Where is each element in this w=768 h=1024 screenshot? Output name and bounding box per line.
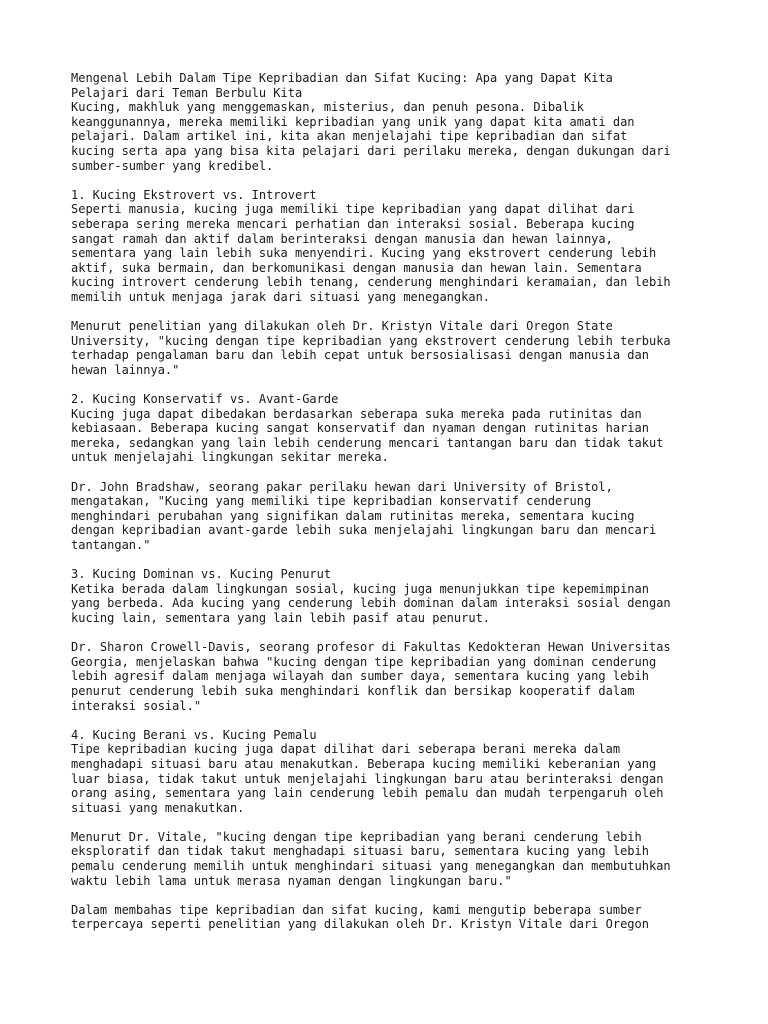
text-line: 4. Kucing Berani vs. Kucing Pemalu	[71, 727, 317, 742]
text-line: kebiasaan. Beberapa kucing sangat konservatif dan nyaman dengan rutinitas harian	[71, 421, 649, 436]
text-line: Georgia, menjelaskan bahwa "kucing dengan tipe kepribadian yang dominan cenderung	[71, 654, 657, 669]
text-line: yang berbeda. Ada kucing yang cenderung lebih dominan dalam interaksi sosial dengan	[71, 596, 671, 611]
text-line: sementara yang lain lebih suka menyendiri. Kucing yang ekstrovert cenderung lebih	[71, 246, 657, 261]
paragraph	[71, 392, 711, 465]
document-body	[71, 71, 711, 947]
paragraph	[71, 728, 711, 816]
text-line: Dalam membahas tipe kepribadian dan sifat kucing, kami mengutip beberapa sumber	[71, 902, 642, 917]
text-line: kucing introvert cenderung lebih tenang, cenderung menghindari keramaian, dan lebih	[71, 275, 671, 290]
text-line: University, "kucing dengan tipe kepribadian yang ekstrovert cenderung lebih terbuka	[71, 333, 671, 348]
text-line: menghindari perubahan yang signifikan dalam rutinitas mereka, sementara kucing	[71, 508, 635, 523]
text-line: sangat ramah dan aktif dalam berinteraksi dengan manusia dan hewan lainnya,	[71, 231, 613, 246]
text-line: Kucing, makhluk yang menggemaskan, misterius, dan penuh pesona. Dibalik	[71, 100, 584, 115]
text-line: eksploratif dan tidak takut menghadapi situasi baru, sementara kucing yang lebih	[71, 844, 649, 859]
paragraph	[71, 567, 711, 625]
paragraph	[71, 830, 711, 888]
text-line: pemalu cenderung memilih untuk menghindari situasi yang menegangkan dan membutuhkan	[71, 859, 671, 874]
text-line: situasi yang menakutkan.	[71, 800, 245, 815]
text-line: tantangan."	[71, 538, 151, 552]
text-line: Pelajari dari Teman Berbulu Kita	[71, 85, 303, 100]
text-line: hewan lainnya."	[71, 362, 180, 377]
text-line: mereka, sedangkan yang lain lebih cenderung mencari tantangan baru dan tidak takut	[71, 435, 664, 450]
text-line: pelajari. Dalam artikel ini, kita akan menjelajahi tipe kepribadian dan sifat	[71, 129, 628, 144]
text-line: aktif, suka bermain, dan berkomunikasi dengan manusia dan hewan lain. Sementara	[71, 260, 642, 275]
paragraph	[71, 640, 711, 713]
text-line: Menurut penelitian yang dilakukan oleh Dr. Kristyn Vitale dari Oregon State	[71, 319, 613, 334]
text-line: penurut cenderung lebih suka menghindari konflik dan bersikap kooperatif dalam	[71, 683, 635, 698]
text-line: kucing lain, sementara yang lain lebih pasif atau penurut.	[71, 610, 491, 625]
text-line: mengatakan, "Kucing yang memiliki tipe kepribadian konservatif cenderung	[71, 494, 592, 509]
text-line: keanggunannya, mereka memiliki kepribadian yang unik yang dapat kita amati dan	[71, 114, 635, 129]
text-line: dengan kepribadian avant-garde lebih suka menjelajahi lingkungan baru dan mencari	[71, 523, 657, 538]
text-line: terpercaya seperti penelitian yang dilakukan oleh Dr. Kristyn Vitale dari Oregon	[71, 917, 649, 932]
text-line: luar biasa, tidak takut untuk menjelajahi lingkungan baru atau berinteraksi dengan	[71, 771, 664, 786]
paragraph	[71, 319, 711, 377]
text-line: Mengenal Lebih Dalam Tipe Kepribadian dan Sifat Kucing: Apa yang Dapat Kita	[71, 71, 613, 85]
text-line: interaksi sosial."	[71, 698, 202, 713]
text-line: seberapa sering mereka mencari perhatian dan interaksi sosial. Beberapa kucing	[71, 216, 635, 231]
text-line: Seperti manusia, kucing juga memiliki tipe kepribadian yang dapat dilihat dari	[71, 202, 635, 217]
text-line: kucing serta apa yang bisa kita pelajari dari perilaku mereka, dengan dukungan dari	[71, 143, 671, 158]
text-line: untuk menjelajahi lingkungan sekitar mereka.	[71, 450, 389, 465]
text-line: terhadap pengalaman baru dan lebih cepat untuk bersosialisasi dengan manusia dan	[71, 348, 649, 363]
paragraph	[71, 71, 711, 173]
text-line: Tipe kepribadian kucing juga dapat dilihat dari seberapa berani mereka dalam	[71, 742, 621, 757]
paragraph	[71, 903, 711, 932]
text-line: 2. Kucing Konservatif vs. Avant-Garde	[71, 392, 339, 407]
text-line: Ketika berada dalam lingkungan sosial, kucing juga menunjukkan tipe kepemimpinan	[71, 581, 649, 596]
text-line: 1. Kucing Ekstrovert vs. Introvert	[71, 187, 317, 202]
text-line: Kucing juga dapat dibedakan berdasarkan seberapa suka mereka pada rutinitas dan	[71, 406, 642, 421]
text-line: orang asing, sementara yang lain cenderung lebih pemalu dan mudah terpengaruh oleh	[71, 786, 664, 801]
text-line: sumber-sumber yang kredibel.	[71, 158, 274, 173]
text-line: Dr. John Bradshaw, seorang pakar perilaku hewan dari University of Bristol,	[71, 479, 613, 494]
text-line: Menurut Dr. Vitale, "kucing dengan tipe kepribadian yang berani cenderung lebih	[71, 829, 642, 844]
paragraph	[71, 480, 711, 553]
text-line: memilih untuk menjaga jarak dari situasi yang menegangkan.	[71, 289, 491, 304]
text-line: lebih agresif dalam menjaga wilayah dan sumber daya, sementara kucing yang lebih	[71, 669, 649, 684]
text-line: 3. Kucing Dominan vs. Kucing Penurut	[71, 567, 332, 582]
text-line: Dr. Sharon Crowell-Davis, seorang profesor di Fakultas Kedokteran Hewan Universitas	[71, 640, 671, 655]
text-line: menghadapi situasi baru atau menakutkan. Beberapa kucing memiliki keberanian yang	[71, 756, 657, 771]
paragraph	[71, 188, 711, 305]
text-line: waktu lebih lama untuk merasa nyaman dengan lingkungan baru."	[71, 873, 512, 888]
